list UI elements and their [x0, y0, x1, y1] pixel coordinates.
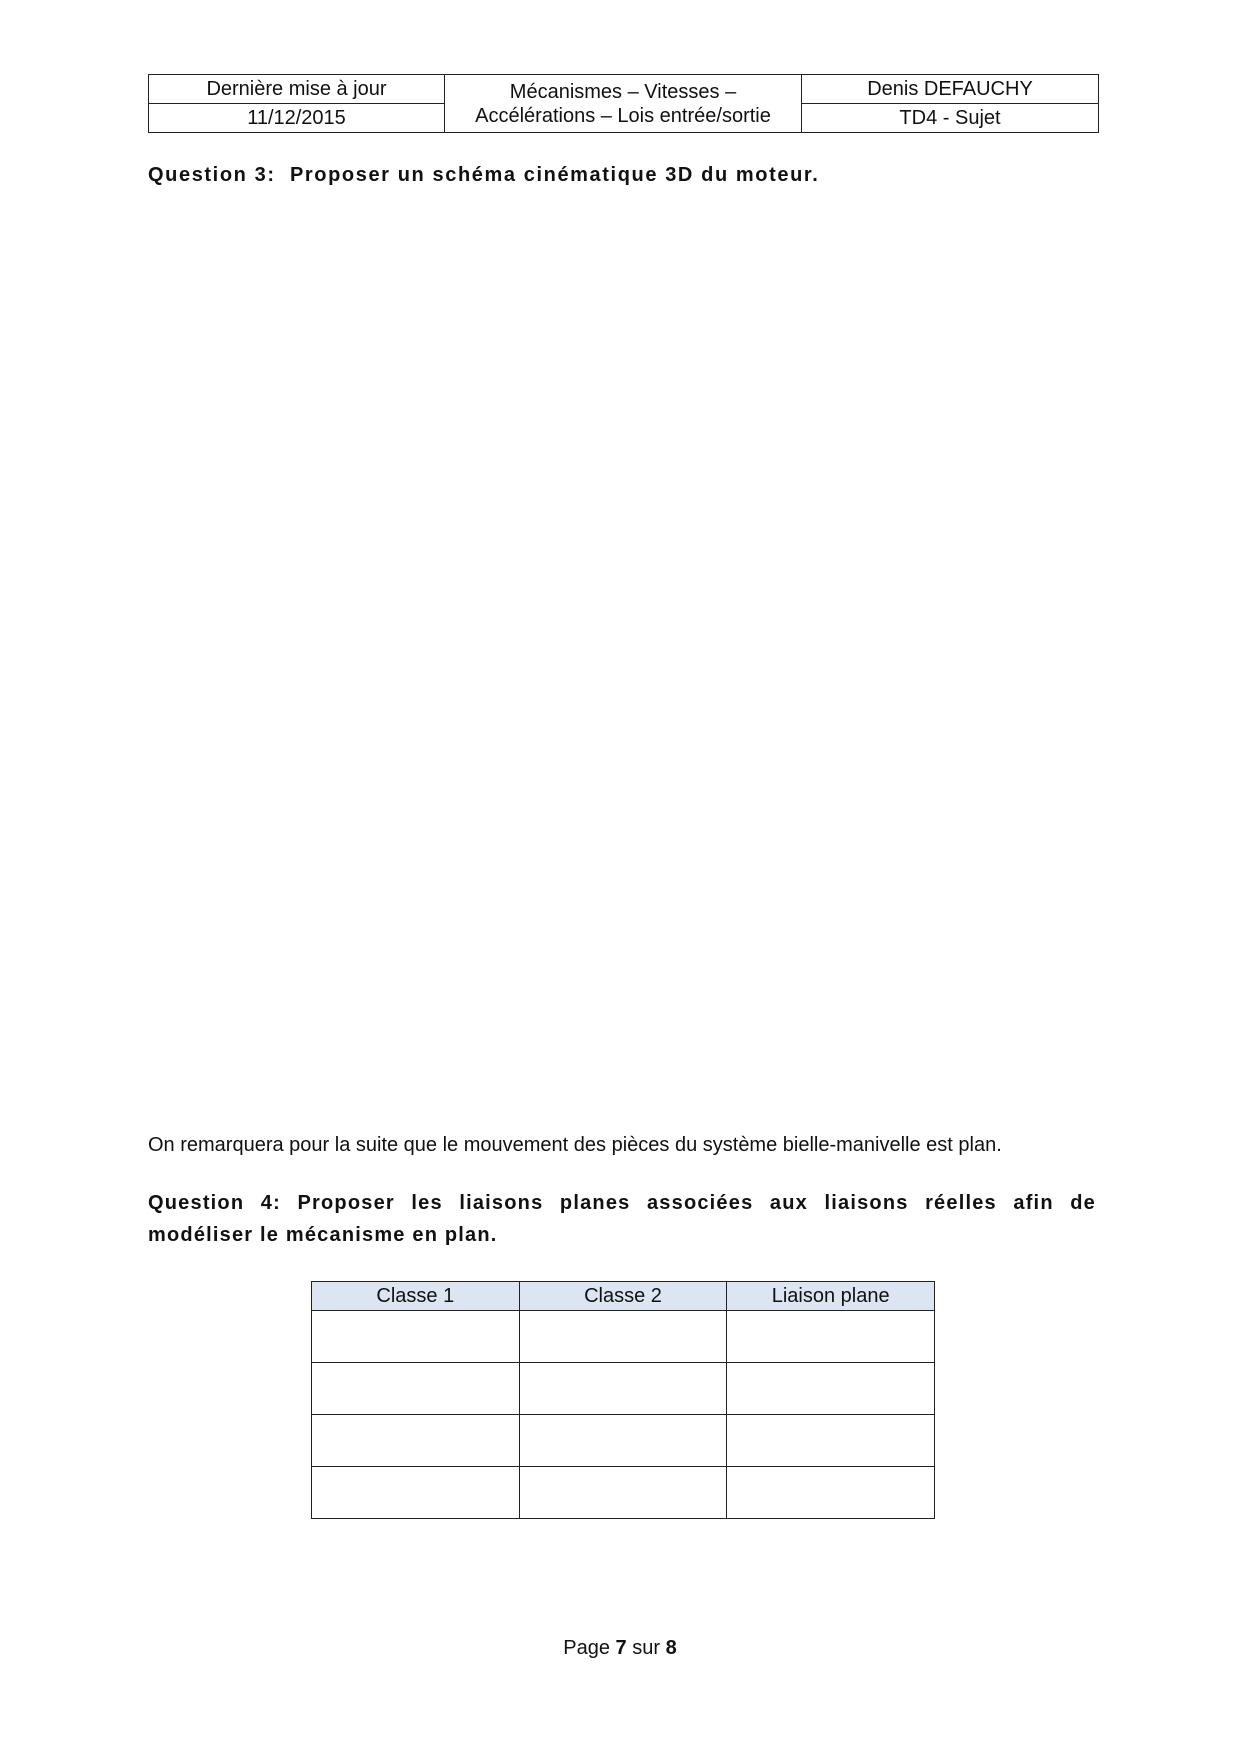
cell-classe-2[interactable] — [519, 1415, 727, 1467]
title-line-1: Mécanismes – Vitesses – — [509, 80, 737, 103]
table-row — [312, 1467, 935, 1519]
last-update-date: 11/12/2015 — [149, 104, 445, 133]
cell-liaison-plane[interactable] — [727, 1363, 935, 1415]
author-name: Denis DEFAUCHY — [802, 75, 1099, 104]
footer-page-total: 8 — [665, 1637, 677, 1659]
document-header — [148, 74, 1099, 133]
cell-liaison-plane[interactable] — [727, 1467, 935, 1519]
footer-of-word: sur — [632, 1637, 661, 1659]
table-row — [312, 1415, 935, 1467]
liaison-table — [311, 1281, 935, 1519]
cell-classe-2[interactable] — [519, 1311, 727, 1363]
title-line-2: Accélérations – Lois entrée/sortie — [475, 104, 771, 127]
cell-classe-2[interactable] — [519, 1467, 727, 1519]
table-row — [312, 1363, 935, 1415]
document-id: TD4 - Sujet — [802, 104, 1099, 133]
question-4-text-line-1: Proposer les liaisons planes associées aux liaisons réelles afin de — [297, 1192, 1096, 1214]
question-4-label: Question 4: — [148, 1192, 281, 1214]
question-4 — [148, 1187, 1096, 1251]
question-3 — [148, 164, 819, 187]
cell-classe-1[interactable] — [312, 1363, 520, 1415]
cell-classe-1[interactable] — [312, 1311, 520, 1363]
last-update-label: Dernière mise à jour — [149, 75, 445, 104]
question-3-text: Proposer un schéma cinématique 3D du moteur. — [289, 164, 820, 186]
header-classe-2: Classe 2 — [519, 1282, 727, 1311]
question-4-line-1 — [148, 1187, 1096, 1219]
cell-liaison-plane[interactable] — [727, 1415, 935, 1467]
header-liaison-plane: Liaison plane — [727, 1282, 935, 1311]
remark-paragraph: On remarquera pour la suite que le mouvement des pièces du système bielle-manivelle est plan. — [148, 1134, 1002, 1156]
question-3-label: Question 3: — [148, 164, 276, 186]
cell-liaison-plane[interactable] — [727, 1311, 935, 1363]
table-row — [312, 1311, 935, 1363]
page-footer — [0, 1637, 1240, 1660]
footer-page-number: 7 — [615, 1637, 627, 1659]
cell-classe-1[interactable] — [312, 1415, 520, 1467]
cell-classe-1[interactable] — [312, 1467, 520, 1519]
question-4-text-line-2: modéliser le mécanisme en plan. — [148, 1224, 498, 1246]
liaison-table-header-row — [312, 1282, 935, 1311]
cell-classe-2[interactable] — [519, 1363, 727, 1415]
document-title — [445, 75, 802, 133]
header-classe-1: Classe 1 — [312, 1282, 520, 1311]
footer-page-word: Page — [563, 1637, 610, 1659]
